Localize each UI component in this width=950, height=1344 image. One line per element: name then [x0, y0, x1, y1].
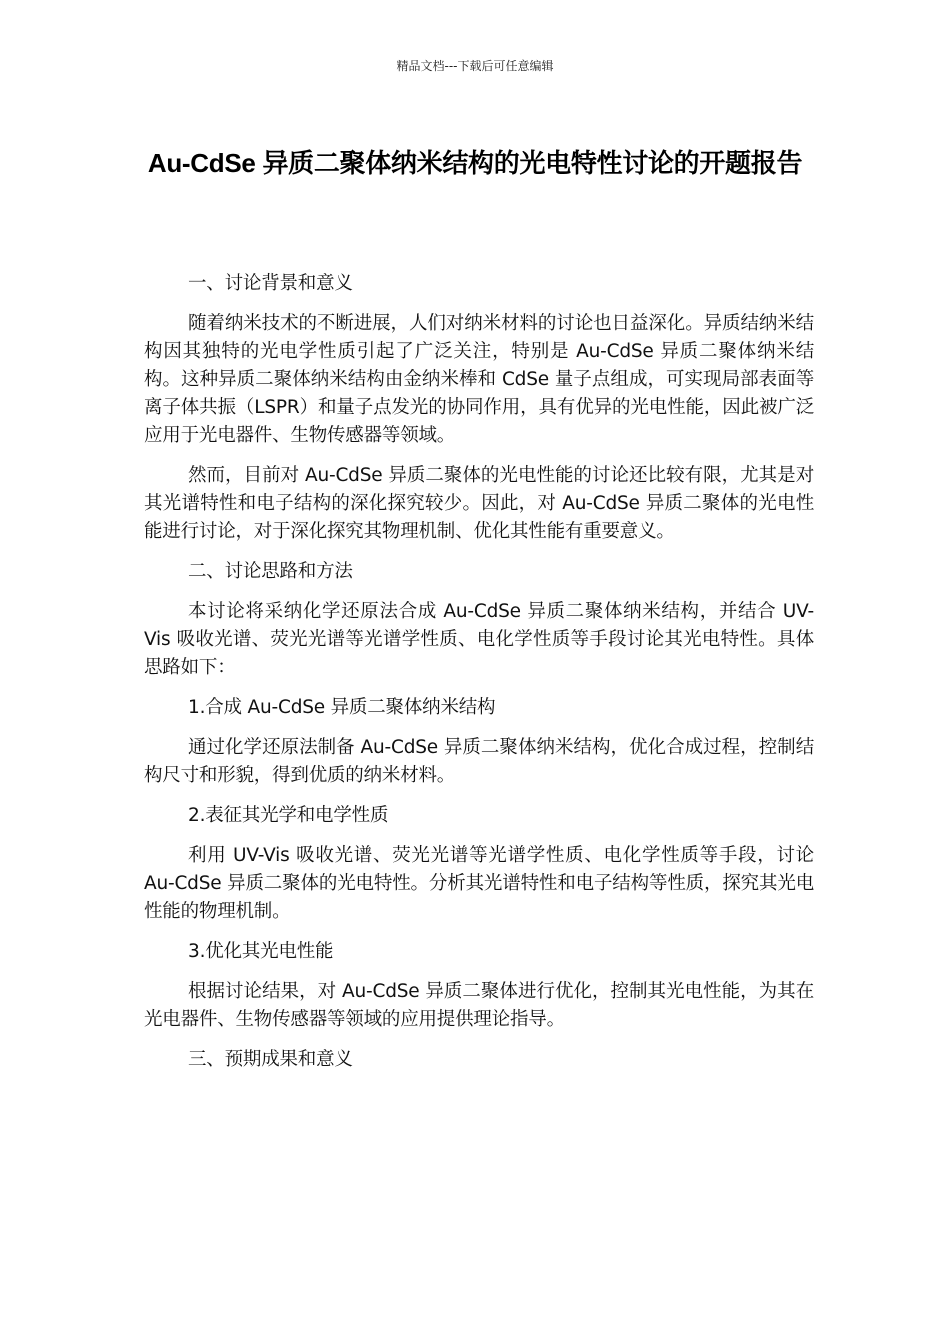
subheading-synthesis: 1.合成 Au-CdSe 异质二聚体纳米结构: [188, 697, 496, 718]
page-header: 精品文档---下载后可任意编辑: [396, 59, 554, 73]
paragraph-background-2: 然而，目前对 Au-CdSe 异质二聚体的光电性能的讨论还比较有限，尤其是对其光谱特性和电子结构的深化探究较少。因此，对 Au-CdSe 异质二聚体的光电性能进行讨论，对于深化探究其物理机制、优化其性能有重要意义。: [144, 465, 814, 542]
paragraph-synthesis: 通过化学还原法制备 Au-CdSe 异质二聚体纳米结构，优化合成过程，控制结构尺寸和形貌，得到优质的纳米材料。: [144, 737, 814, 786]
subheading-characterization: 2.表征其光学和电学性质: [188, 805, 389, 826]
paragraph-optimization: 根据讨论结果，对 Au-CdSe 异质二聚体进行优化，控制其光电性能，为其在光电器件、生物传感器等领域的应用提供理论指导。: [144, 981, 814, 1030]
document-title: Au-CdSe 异质二聚体纳米结构的光电特性讨论的开题报告: [147, 148, 803, 178]
paragraph-background-1: 随着纳米技术的不断进展，人们对纳米材料的讨论也日益深化。异质结纳米结构因其独特的光电学性质引起了广泛关注，特别是 Au-CdSe 异质二聚体纳米结构。这种异质二聚体纳米结构由金纳米棒和 CdSe 量子点组成，可实现局部表面等离子体共振（LSPR）和量子点发光的协同作用，具有优异的光电性能，因此被广泛应用于光电器件、生物传感器等领域。: [144, 313, 815, 446]
paragraph-methods-intro: 本讨论将采纳化学还原法合成 Au-CdSe 异质二聚体纳米结构，并结合 UV-Vis 吸收光谱、荧光光谱等光谱学性质、电化学性质等手段讨论其光电特性。具体思路如下：: [144, 601, 814, 678]
section-heading-background: 一、讨论背景和意义: [188, 273, 353, 294]
section-heading-outcomes: 三、预期成果和意义: [188, 1049, 353, 1070]
paragraph-characterization: 利用 UV-Vis 吸收光谱、荧光光谱等光谱学性质、电化学性质等手段，讨论 Au-CdSe 异质二聚体的光电特性。分析其光谱特性和电子结构等性质，探究其光电性能的物理机制。: [144, 845, 814, 922]
section-heading-methods: 二、讨论思路和方法: [188, 561, 353, 582]
document-body: [144, 270, 814, 1086]
subheading-optimization: 3.优化其光电性能: [188, 941, 334, 962]
